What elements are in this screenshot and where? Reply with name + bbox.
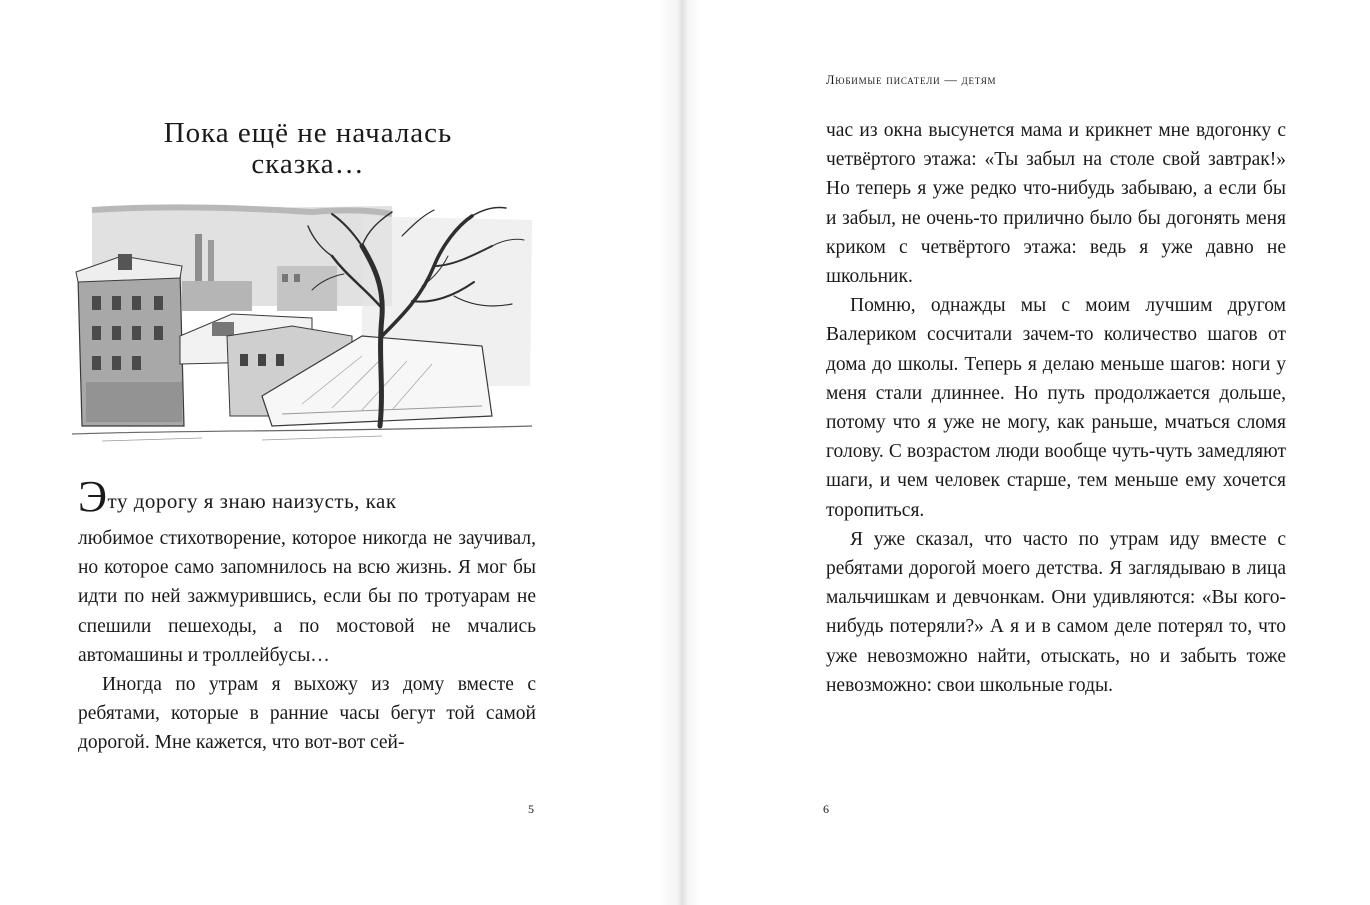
opening-line <box>78 472 536 524</box>
chapter-title-line-1: Пока ещё не началась <box>163 117 453 149</box>
chapter-title <box>78 118 538 180</box>
left-body-text <box>78 472 536 758</box>
paragraph: Иногда по утрам я выхожу из дому вместе с ребятами, которые в ранние часы бегут той самой дорогой. Мне кажется, что вот-вот сей- <box>78 674 536 754</box>
right-body-text <box>826 116 1286 700</box>
page-number: 5 <box>528 802 534 816</box>
opening-line-text: ту дорогу я знаю наизусть, как <box>107 489 397 513</box>
page-number: 6 <box>823 802 829 816</box>
winter-cityscape-illustration <box>62 186 544 448</box>
paragraph: час из окна высунется мама и крикнет мне вдогонку с четвёртого этажа: «Ты забыл на столе свой завтрак!» Но теперь я уже редко что-нибудь забываю, а если бы и забыл, не очень-то прилично было бы догонять меня криком с четвёртого этажа: ведь я уже давно не школьник. <box>826 120 1286 288</box>
paragraph: Помню, однажды мы с моим лучшим другом Валериком сосчитали зачем-то количество шагов от дома до школы. Теперь я делаю меньше шагов: ноги у меня стали длиннее. Но путь продолжается дольше, потому что я уже не могу, как раньше, мчаться сломя голову. С возрастом люди вообще чуть-чуть замедляют шаги, и чем человек старше, тем меньше ему хочется торопиться. <box>826 295 1286 521</box>
paragraph: Я уже сказал, что часто по утрам иду вместе с ребятами дорогой моего детства. Я заглядываю в лица мальчишкам и девчонкам. Они удивляются: «Вы кого-нибудь потеряли?» А я и в самом деле потерял то, что уже невозможно найти, отыскать, но и забыть тоже невозможно: свои школьные годы. <box>826 528 1286 696</box>
paragraph: любимое стихотворение, которое никогда не заучивал, но которое само запомнилось на всю жизнь. Я мог бы идти по ней зажмурившись, если бы по тротуарам не спешили пешеходы, а по мостовой не мчались автомашины и троллейбусы… <box>78 528 536 666</box>
left-page <box>0 0 684 905</box>
running-head: Любимые писатели — детям <box>826 73 997 87</box>
drop-cap: Э <box>78 472 108 521</box>
chapter-title-line-2: сказка… <box>251 148 365 180</box>
